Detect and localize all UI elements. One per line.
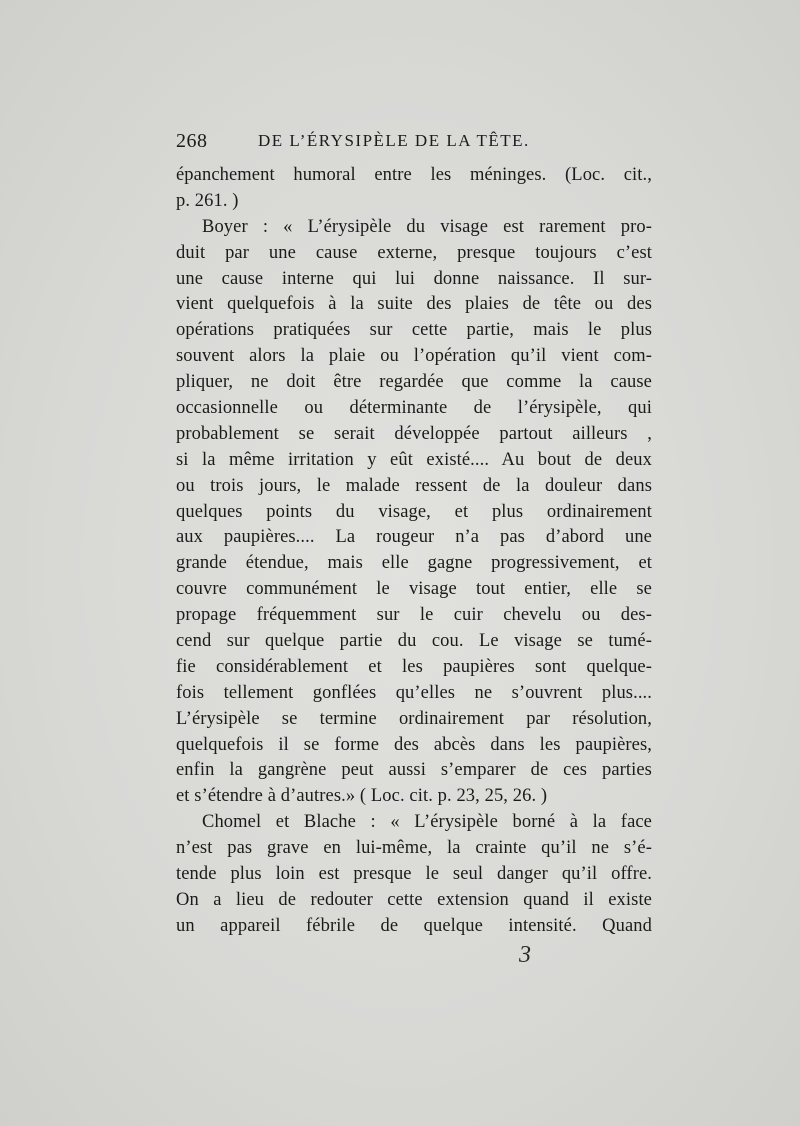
text-line: si la même irritation y eût existé.... Au bout de deux — [176, 449, 652, 470]
text-line: vient quelquefois à la suite des plaies de tête ou des — [176, 294, 652, 315]
text-line: L’érysipèle se termine ordinairement par résolution, — [176, 708, 652, 729]
signature-mark: 3 — [519, 942, 531, 968]
text-line: enfin la gangrène peut aussi s’emparer de ces parties — [176, 760, 652, 781]
text-line: Chomel et Blache : « L’érysipèle borné à la face — [202, 812, 652, 833]
text-line: fois tellement gonflées qu’elles ne s’ouvrent plus.... — [176, 682, 652, 703]
text-line: cend sur quelque partie du cou. Le visage se tumé- — [176, 631, 652, 652]
text-line: pliquer, ne doit être regardée que comme la cause — [176, 372, 652, 393]
text-line: grande étendue, mais elle gagne progressivement, et — [176, 553, 652, 574]
text-line: p. 261. ) — [176, 190, 239, 211]
text-line: épanchement humoral entre les méninges. (Loc. cit., — [176, 165, 652, 185]
text-line: duit par une cause externe, presque toujours c’est — [176, 242, 652, 263]
text-line: ou trois jours, le malade ressent de la douleur dans — [176, 475, 652, 496]
text-line: quelques points du visage, et plus ordinairement — [176, 501, 652, 522]
text-line: On a lieu de redouter cette extension quand il existe — [176, 889, 652, 910]
text-line: probablement se serait développée partout ailleurs , — [176, 423, 652, 444]
text-line: occasionnelle ou déterminante de l’érysipèle, qui — [176, 398, 652, 419]
text-line: un appareil fébrile de quelque intensité. Quand — [176, 915, 652, 936]
text-line: fie considérablement et les paupières sont quelque- — [176, 656, 652, 677]
text-line: n’est pas grave en lui-même, la crainte qu’il ne s’é- — [176, 838, 652, 859]
text-line: propage fréquemment sur le cuir chevelu ou des- — [176, 605, 652, 626]
page-number: 268 — [176, 130, 208, 152]
text-line: aux paupières.... La rougeur n’a pas d’abord une — [176, 527, 652, 548]
text-line: couvre communément le visage tout entier, elle se — [176, 579, 652, 600]
text-line: quelquefois il se forme des abcès dans les paupières, — [176, 734, 652, 755]
page-header — [176, 130, 656, 160]
text-line: souvent alors la plaie ou l’opération qu’il vient com- — [176, 346, 652, 367]
text-line: une cause interne qui lui donne naissance. Il sur- — [176, 268, 652, 289]
text-line: et s’étendre à d’autres.» ( Loc. cit. p. 23, 25, 26. ) — [176, 786, 548, 807]
text-line: opérations pratiquées sur cette partie, mais le plus — [176, 320, 652, 341]
text-line: tende plus loin est presque le seul danger qu’il offre. — [176, 864, 652, 885]
running-head: DE L’ÉRYSIPÈLE DE LA TÊTE. — [258, 131, 530, 150]
text-line: Boyer : « L’érysipèle du visage est rarement pro- — [202, 216, 652, 237]
body-text — [176, 163, 652, 940]
